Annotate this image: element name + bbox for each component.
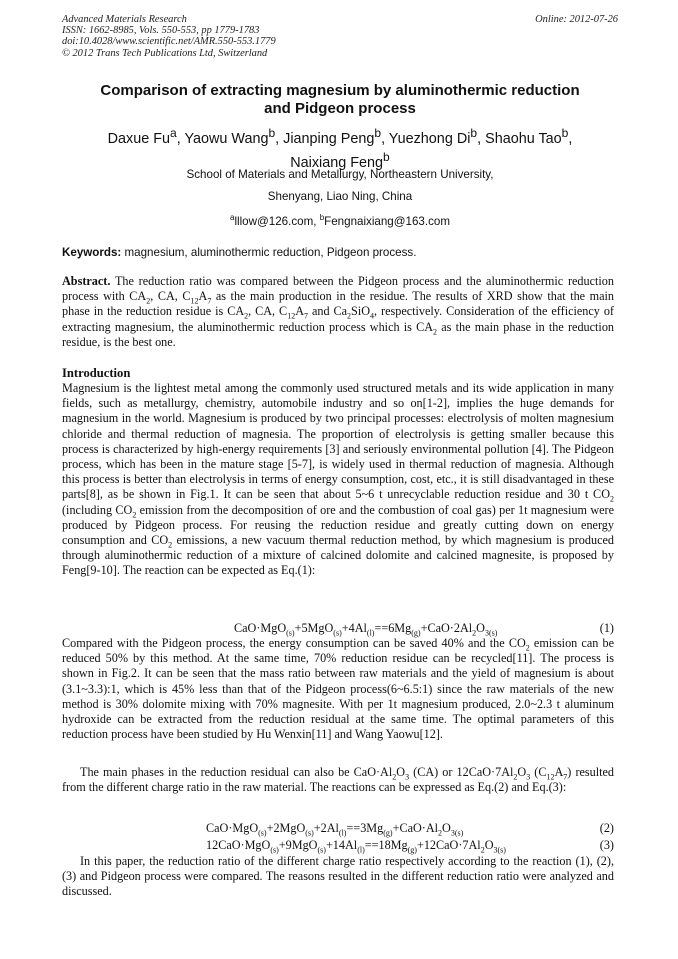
authors-line-1	[62, 124, 618, 148]
equation-expression: $CaO\cdot MgO_{(s)}+5MgO_{(s)}+4Al_{(l)}==6Mg_{(g)}+CaO\cdot 2Al_2O_{3(s)}$	[234, 621, 498, 638]
keywords-label: Keywords:	[62, 246, 122, 259]
journal-name: Advanced Materials Research	[62, 14, 187, 25]
keywords-text: magnesium, aluminothermic reduction, Pidgeon process.	[121, 246, 417, 259]
paper-title	[62, 82, 618, 118]
author-name: , Shaohu Tao	[477, 130, 562, 147]
author-name: , Jianping Peng	[275, 130, 375, 147]
journal-header	[62, 14, 618, 59]
abstract-label: Abstract.	[62, 274, 111, 288]
affiliation-mark: b	[383, 149, 390, 164]
affiliation-mark: b	[319, 213, 325, 222]
author-name: , Yuezhong Di	[381, 130, 471, 147]
author-name: Naixiang Feng	[290, 154, 384, 171]
affiliation-mark: b	[374, 126, 382, 140]
author-list	[62, 124, 618, 172]
title-line-2: and Pidgeon process	[264, 100, 416, 117]
equation-expression: $CaO\cdot MgO_{(s)}+2MgO_{(s)}+2Al_{(l)}==3Mg_{(g)}+CaO\cdot Al_2O_{3(s)}$	[206, 821, 464, 838]
equation-expression: $12CaO\cdot MgO_{(s)}+9MgO_{(s)}+14Al_{(l)}==18Mg_{(g)}+12CaO\cdot 7Al_2O_{3(s)}$	[206, 838, 506, 855]
abstract: Abstract. The reduction ratio was compared between the Pidgeon process and the aluminothermic reduction process with $CA_2$, CA, $C_{12}A_7$ as the main production in the residue. The results of XRD show that the main phase in the reduction residue is $CA_2$, CA, $C_{12}A_7$ and $Ca_2SiO_4$, respectively. Consideration of the efficiency of extracting magnesium, the aluminothermic reduction process which is $CA_2$ as the main phase in the reduction residue, is the best one.	[62, 274, 615, 349]
affiliation-line-1: School of Materials and Metallurgy, Northeastern University,	[186, 168, 494, 181]
doi-line: doi:10.4028/www.scientific.net/AMR.550-553.1779	[62, 36, 276, 48]
affiliation-mark: b	[470, 126, 478, 140]
equation-number: (2)	[599, 821, 614, 835]
copyright-line: © 2012 Trans Tech Publications Ltd, Switzerland	[62, 47, 268, 59]
email-line	[62, 211, 618, 229]
author-name: Daxue Fu	[107, 130, 171, 147]
affiliation-mark: b	[561, 126, 569, 140]
affiliation-mark: a	[170, 126, 177, 140]
intro-paragraph-2: Compared with the Pidgeon process, the energy consumption can be saved 40% and the $CO_2$ emission can be reduced 50% by this method. At the same time, 70% reduction residue can be recycled[11]. The process is shown in Fig.2. It can be seen that the mass ratio between raw materials and the yield of magnesium is about (3.1~3.3):1, which is 45% less than that of the Pidgeon process(6~6.5:1) since the raw materials of the new method is 30% dolomite mixing with 70% magnesite. With per 1t magnesium produced, 2.0~2.3 t aluminum hydroxide can be extracted from the reduction residual at the same time. The optimal parameters of this reduction process have been studied by Hu Wenxin[11] and Wang Yaowu[12].	[62, 636, 614, 742]
author-separator: ,	[568, 130, 573, 147]
affiliation-mark: a	[230, 213, 235, 222]
author-name: , Yaowu Wang	[176, 130, 269, 147]
title-line-1: Comparison of extracting magnesium by aluminothermic reduction	[100, 82, 580, 99]
email-address: Fengnaixiang@163.com	[324, 214, 450, 228]
online-date: Online: 2012-07-26	[535, 14, 618, 25]
affiliation-mark: b	[268, 126, 276, 140]
affiliation-line-2: Shenyang, Liao Ning, China	[267, 190, 413, 203]
email-address: lllow@126.com,	[234, 214, 320, 228]
issn-line: ISSN: 1662-8985, Vols. 550-553, pp 1779-1783	[62, 25, 260, 37]
keywords	[62, 246, 618, 260]
intro-paragraph-1: Magnesium is the lightest metal among the commonly used structured metals and its wide application in many fields, such as metallurgy, chemistry, automobile industry and so on[1-2], implies the huge demands for magnesium in the world. Magnesium is produced by two principal processes: electrolysis of molten magnesium chloride and thermal reduction of magnesia. The proportion of electrolysis is getting smaller because this process is characterized by high-energy requirements [3] and seriously environmental pollution [4]. The Pidgeon process, which has been in the mature stage [5-7], is widely used in thermal reduction of magnesia. Although this process is better than electrolysis in terms of energy consumption, cost, etc., it is still disadvantaged in these parts[8], as be shown in Fig.1. It can be seen that about 5~6 t unrecyclable reduction residue and 30 t $CO_2$ (including $CO_2$ emission from the decomposition of ore and the combustion of coal gas) per 1t magnesium were produced by Pidgeon process. For reusing the reduction residue and greatly cutting down on energy consumption and $CO_2$ emissions, a new vacuum thermal reduction method, by which magnesium is produced through aluminothermic reduction of a mixture of calcined dolomite and calcined magnesite, is proposed by Feng[9-10]. The reaction can be expected as Eq.(1):	[62, 381, 614, 578]
intro-paragraph-4: In this paper, the reduction ratio of the different charge ratio respectively according to the reaction (1), (2), (3) and Pidgeon process were compared. The reasons resulted in the different reduction ratio were analyzed and discussed.	[62, 854, 614, 899]
equation-number: (3)	[599, 838, 614, 852]
equation-number: (1)	[599, 621, 614, 635]
section-heading: Introduction	[62, 366, 131, 380]
intro-paragraph-3: The main phases in the reduction residual can also be $CaO\cdot Al_2O_3$ (CA) or $12CaO\cdot 7Al_2O_3$ $(C_{12}A_7)$ resulted from the different charge ratio in the raw material. The reactions can be expressed as Eq.(2) and Eq.(3):	[62, 765, 615, 795]
